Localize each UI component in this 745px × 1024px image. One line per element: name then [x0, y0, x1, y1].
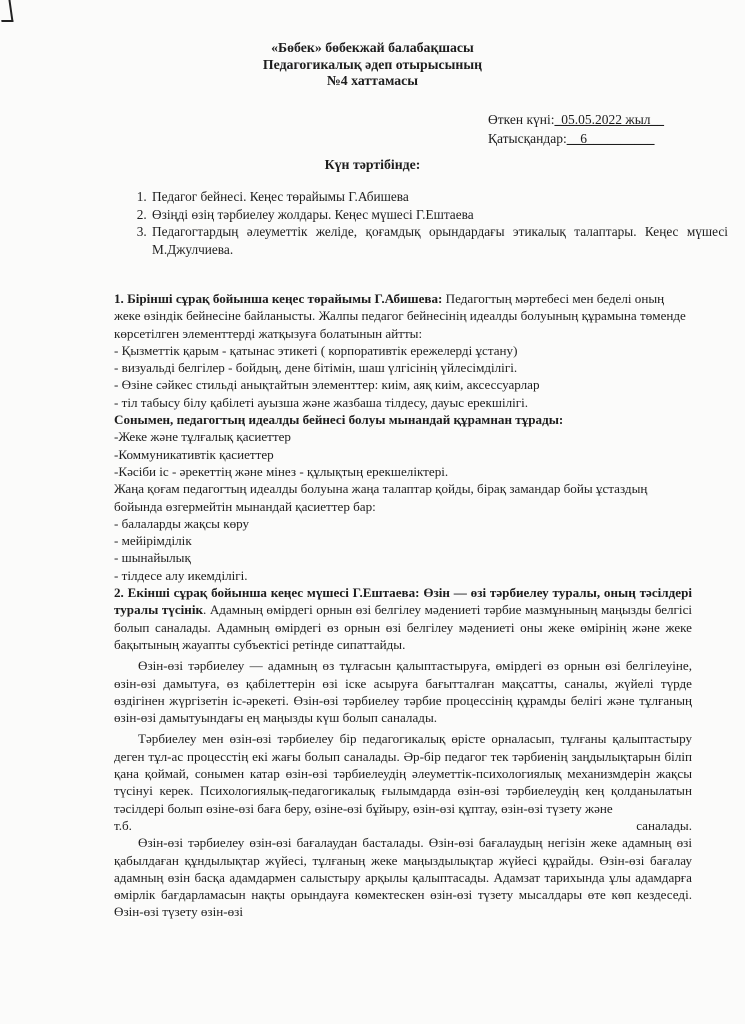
agenda-item: 2. Өзіңді өзің тәрбиелеу жолдары. Кеңес мүшесі Г.Ештаева — [150, 206, 728, 224]
section1-intro-text: Педагогтың мәртебесі мен беделі оның жеке өзіндік бейнесіне байланысты. Жалпы педагог бейнесінің идеалды болуының құрамына төменде көрсетілген элементтерді жатқызуға болатынын айтты: — [114, 291, 686, 341]
date-value: _05.05.2022 жыл__ — [554, 112, 665, 127]
section2-paragraph: Өзін-өзі тәрбиелеу — адамның өз тұлғасын қалыптастыруға, өмірдегі өз орнын өзі белгілеуіне, өзін-өзі дамытуға, өз қабілеттерін өзі іске асыруға бағытталған мақсатты, саналы, жүйелі түрде өздігінен жүргізетін іс-әрекеті. Өзін-өзі тәрбиелеу тәрбие процессінің құрамды белігі және тұлғаның өзін-өзі дамытуындағы ең маңызды күш болып саналады. — [114, 658, 692, 726]
agenda-item: 3. Педагогтардың әлеуметтік желіде, қоғамдық орындардағы этикалық талаптары. Кеңес мүшесі М.Джулчиева. — [150, 223, 728, 258]
meeting-name: Педагогикалық әдеп отырысының — [262, 56, 483, 72]
section2-paragraph-end — [114, 817, 692, 834]
kindergarten-name: «Бөбек» бөбекжай балабақшасы — [271, 40, 474, 55]
attendees-label: Қатысқандар: — [488, 131, 567, 146]
section2-paragraph: Тәрбиелеу мен өзін-өзі тәрбиелеу бір педагогикалық өрісте орналасып, тұлғаны қалыптастыру деген тұл-ас процесстің екі жағы болып саналады. Әр-бір педагог тек тәрбиенің заңдылықтарын біліп қана қоймай, сонымен катар өзін-өзі тәрбиелеудің әлеуметтік-психологиялық механизмдерін жақсы түсінуі керек. Психологиялық-педагогикалық ғылымдарда өзін-өзі тәрбиелеудің кең қолданылатын тәсілдері болып өзіне-өзі баға беру, өзіне-өзі бұйыру, өзін-өзі құптау, өзін-өзі түзету және — [114, 731, 692, 816]
attendees-value: __6__________ — [566, 131, 655, 146]
list-item: - шынайылық — [114, 550, 191, 566]
scan-corner-mark — [0, 0, 14, 22]
agenda-list — [114, 188, 728, 258]
list-item: - тіл табысу білу қабілеті ауызша және жазбаша тілдесу, дауыс ерекшілігі. — [114, 394, 529, 410]
list-item: - мейірімділік — [114, 533, 192, 549]
composition-heading: Сонымен, педагогтың идеалды бейнесі болуы мынандай құрамнан тұрады: — [114, 412, 564, 428]
list-item: - Қызметтік қарым - қатынас этикеті ( корпоративтік ережелерді ұстану) — [114, 342, 518, 358]
sanalady-text: саналады. — [636, 817, 692, 833]
list-item: -Кәсіби іс - әрекеттің және мінез - құлықтың ерекшеліктері. — [114, 463, 449, 479]
list-item: - балаларды жақсы көру — [114, 515, 250, 531]
list-item: -Коммуникативтік қасиеттер — [114, 446, 274, 462]
section2-heading: 2. Екінші сұрақ бойынша кеңес мүшесі Г.Ештаева: Өзін — өзі тәрбиелеу туралы, оның тәсілдері туралы түсінік — [114, 585, 692, 618]
attendees-line — [488, 129, 664, 148]
document-body — [114, 290, 692, 921]
etc-text: т.б. — [114, 817, 132, 833]
meeting-meta — [488, 110, 664, 148]
agenda-title: Күн тәртібінде: — [324, 157, 421, 172]
agenda-item: 1. Педагог бейнесі. Кеңес төрайымы Г.Абишева — [150, 188, 728, 206]
section2-paragraph: Өзін-өзі тәрбиелеу өзін-өзі бағалаудан басталады. Өзін-өзі бағалаудың негізін жеке адамның өзі қабылдаған құндылықтар жүйесі, тұлғаның жеке маңыздылықтар жүйесі құрайды. Өзін-өзі бағалау адамның өзін басқа адамдармен салыстыру арқылы қалыптасады. Адамзат тарихында ұлы адамдарға өмірлік бағдарламасын нақты орындауға көмектескен өзін-өзі түзету мысалдары өте көп кездеседі. Өзін-өзі түзету өзін-өзі — [114, 835, 692, 920]
section2-intro-text: . Адамның өмірдегі орнын өзі белгілеу мәдениеті тәрбие мазмұнының маңызды белгісі болып саналады. Адамның өмірдегі өз орнын өзі белгілеу мәдениеті оны жеке өмірінің және жеке бақытының жауапты субъектісі ретінде сипаттайды. — [114, 602, 693, 652]
list-item: -Жеке және тұлғалық қасиеттер — [114, 429, 291, 445]
section2-intro — [114, 584, 692, 653]
list-item: - Өзіне сәйкес стильді анықтайтын элементтер: киім, аяқ киім, аксессуарлар — [114, 377, 540, 393]
document-header — [0, 40, 745, 90]
section1-intro — [114, 290, 692, 342]
protocol-number: №4 хаттамасы — [326, 73, 419, 88]
new-era-text: Жаңа қоғам педагогтың идеалды болуына жаңа талаптар қойды, бірақ замандар бойы ұстаздың бойында өзгермейтін мынандай қасиеттер бар: — [114, 481, 648, 514]
list-item: - визуальді белгілер - бойдың, дене бітімін, шаш үлгісінің үйлесімділігі. — [114, 360, 518, 376]
meeting-date-line — [488, 110, 664, 129]
date-label: Өткен күні: — [488, 112, 555, 127]
list-item: - тілдесе алу икемділігі. — [114, 567, 248, 583]
section1-heading: 1. Бірінші сұрақ бойынша кеңес төрайымы Г.Абишева: — [114, 291, 443, 306]
